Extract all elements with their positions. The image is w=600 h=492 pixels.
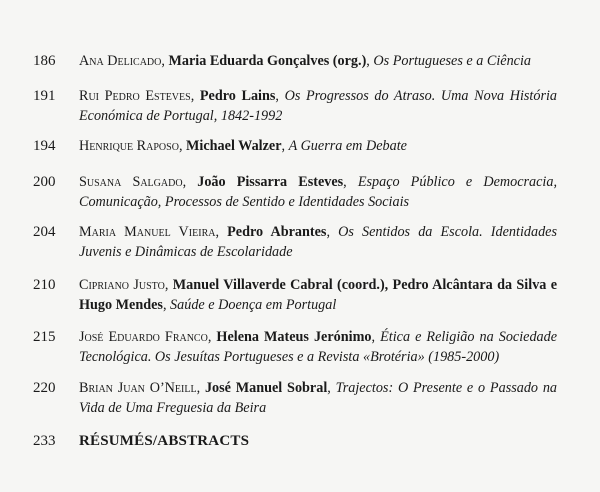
- book-author: Pedro Lains: [199, 88, 276, 104]
- book-author: Michael Walzer: [186, 138, 282, 154]
- entry-text: Cipriano Justo, Manuel Villaverde Cabral (coord.), Pedro Alcântara da Silva e Hugo Mendes, Saúde e Doença em Portugal: [79, 277, 558, 313]
- entry-text: Maria Manuel Vieira, Pedro Abrantes, Os Sentidos da Escola. Identidades Juvenis e Dinâmicas de Escolaridade: [79, 224, 557, 260]
- book-author: João Pissarra Esteves: [197, 174, 344, 190]
- reviewer-name: Brian Juan O’Neill: [79, 380, 197, 396]
- book-author: Maria Eduarda Gonçalves (org.): [168, 53, 367, 69]
- reviewer-name: Rui Pedro Esteves: [79, 88, 191, 104]
- page-number: 233: [33, 433, 56, 449]
- page-number: 186: [33, 53, 56, 69]
- entry-text: Ana Delicado, Maria Eduarda Gonçalves (org.), Os Portugueses e a Ciência: [79, 53, 532, 69]
- page-number: 200: [33, 174, 56, 190]
- book-title: Ética e Religião na Sociedade Tecnológica. Os Jesuítas Portugueses e a Revista «Brotéria» (1985-2000): [79, 329, 558, 365]
- book-title: Os Progressos do Atraso. Uma Nova História Económica de Portugal, 1842-1992: [79, 88, 558, 124]
- book-author: Helena Mateus Jerónimo: [216, 329, 372, 345]
- book-title: Trajectos: O Presente e o Passado na Vida de Uma Freguesia da Beira: [79, 380, 558, 416]
- page-number: 210: [33, 277, 56, 293]
- entry-text: Rui Pedro Esteves, Pedro Lains, Os Progressos do Atraso. Uma Nova História Económica de Portugal, 1842-1992: [79, 88, 558, 124]
- book-author: Manuel Villaverde Cabral (coord.), Pedro Alcântara da Silva e Hugo Mendes: [79, 277, 558, 313]
- reviewer-name: Cipriano Justo: [79, 277, 165, 293]
- book-title: Saúde e Doença em Portugal: [170, 297, 337, 313]
- entry-text: José Eduardo Franco, Helena Mateus Jerónimo, Ética e Religião na Sociedade Tecnológica. Os Jesuítas Portugueses e a Revista «Brotéria» (1985-2000): [79, 329, 558, 365]
- page-number: 194: [33, 138, 56, 154]
- page-number: 204: [33, 224, 56, 240]
- reviewer-name: José Eduardo Franco: [79, 329, 208, 345]
- book-title: A Guerra em Debate: [288, 138, 407, 154]
- book-title: Os Sentidos da Escola. Identidades Juvenis e Dinâmicas de Escolaridade: [79, 224, 557, 260]
- reviewer-name: Ana Delicado: [79, 53, 162, 69]
- entry-text: Susana Salgado, João Pissarra Esteves, Espaço Público e Democracia, Comunicação, Processos de Sentido e Identidades Sociais: [79, 174, 557, 210]
- book-author: Pedro Abrantes: [227, 224, 327, 240]
- entry-text: Brian Juan O’Neill, José Manuel Sobral, Trajectos: O Presente e o Passado na Vida de Uma Freguesia da Beira: [79, 380, 558, 416]
- book-title: Espaço Público e Democracia, Comunicação, Processos de Sentido e Identidades Sociais: [79, 174, 557, 210]
- reviewer-name: Henrique Raposo: [79, 138, 179, 154]
- reviewer-name: Susana Salgado: [79, 174, 183, 190]
- page-number: 220: [33, 380, 56, 396]
- reviewer-name: Maria Manuel Vieira: [79, 224, 216, 240]
- entry-text: Henrique Raposo, Michael Walzer, A Guerra em Debate: [79, 138, 407, 154]
- page-number: 191: [33, 88, 56, 104]
- book-author: José Manuel Sobral: [204, 380, 328, 396]
- page-number: 215: [33, 329, 56, 345]
- book-title: Os Portugueses e a Ciência: [373, 53, 532, 69]
- abstracts-heading: RÉSUMÉS/ABSTRACTS: [79, 433, 250, 449]
